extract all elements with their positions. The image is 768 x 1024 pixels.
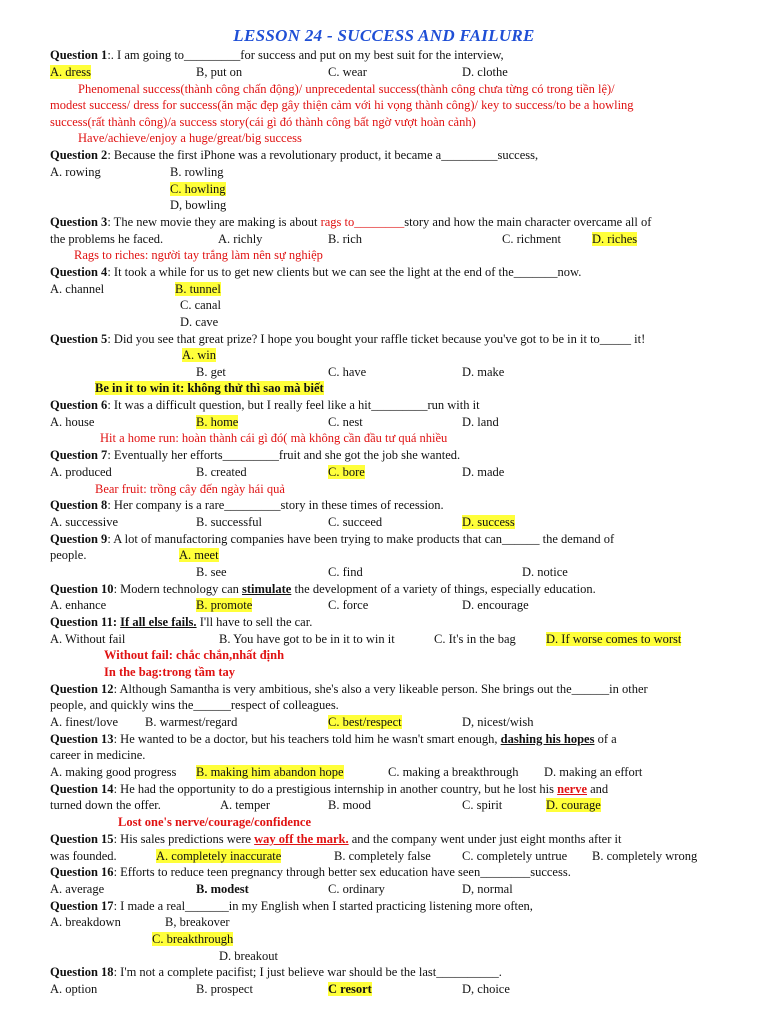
option-d: D, bowling: [170, 198, 227, 212]
option-d: D. cave: [180, 315, 219, 329]
question-1: Question 1:. I am going to_________for success and put on my best suit for the interview,: [50, 48, 504, 62]
option-d: D. land: [462, 415, 499, 429]
option-d: D. making an effort: [544, 765, 643, 779]
option-b: B. see: [196, 565, 227, 579]
question-3: Question 3: The new movie they are making is about rags to________story and how the main character overcame all of: [50, 215, 652, 229]
answer-b: B. tunnel: [175, 282, 221, 296]
lesson-title: LESSON 24 - SUCCESS AND FAILURE: [233, 26, 535, 45]
answer-a: A. win: [182, 348, 217, 362]
option-a: A. successive: [50, 515, 119, 529]
question-2: Question 2: Because the first iPhone was a revolutionary product, it became a_________success,: [50, 148, 539, 162]
option-c: C. succeed: [328, 515, 383, 529]
note-line: Without fail: chắc chắn,nhất định: [104, 648, 285, 662]
question-15-cont: was founded.: [50, 849, 117, 863]
question-10: Question 10: Modern technology can stimulate the development of a variety of things, especially education.: [50, 582, 596, 596]
answer-a: A. meet: [179, 548, 219, 562]
option-a: A. rowing: [50, 165, 101, 179]
answer-b: B. modest: [196, 882, 249, 896]
option-b: B. warmest/regard: [145, 715, 238, 729]
question-13-cont: career in medicine.: [50, 748, 146, 762]
question-4: Question 4: It took a while for us to get new clients but we can see the light at the end of the_______now.: [50, 265, 582, 279]
note-line: Bear fruit: trồng cây đến ngày hái quả: [95, 482, 285, 496]
option-c: C. ordinary: [328, 882, 385, 896]
answer-d: D. riches: [592, 232, 638, 246]
option-a: A. making good progress: [50, 765, 177, 779]
note-line: modest success/ dress for success(ăn mặc đẹp gây thiện cảm với hi vọng thành công)/ key to success/to be a howling: [50, 98, 634, 112]
answer-b: B. making him abandon hope: [196, 765, 344, 779]
option-d: D. clothe: [462, 65, 508, 79]
question-3-cont: the problems he faced.: [50, 232, 164, 246]
note-line: In the bag:trong tầm tay: [104, 665, 236, 679]
answer-c: C. howling: [170, 182, 226, 196]
option-a: A. house: [50, 415, 95, 429]
option-a: A. finest/love: [50, 715, 119, 729]
question-5: Question 5: Did you see that great prize? I hope you bought your raffle ticket because you've got to be in it to_____ it!: [50, 332, 646, 346]
option-c: C. have: [328, 365, 367, 379]
question-13: Question 13: He wanted to be a doctor, but his teachers told him he wasn't smart enough, dashing his hopes of a: [50, 732, 617, 746]
option-c: C. nest: [328, 415, 363, 429]
answer-c: C. breakthrough: [152, 932, 234, 946]
answer-d: D. If worse comes to worst: [546, 632, 682, 646]
option-a: A. channel: [50, 282, 105, 296]
question-15: Question 15: His sales predictions were way off the mark. and the company went under just eight months after it: [50, 832, 622, 846]
answer-b: B. home: [196, 415, 239, 429]
option-c: C. find: [328, 565, 363, 579]
question-14-cont: turned down the offer.: [50, 798, 161, 812]
note-line: Hit a home run: hoàn thành cái gì đó( mà không cần đầu tư quá nhiều: [100, 431, 448, 445]
option-d: D. made: [462, 465, 505, 479]
answer-d: D. courage: [546, 798, 601, 812]
question-17: Question 17: I made a real_______in my English when I started practicing listening more often,: [50, 899, 533, 913]
option-a: A. option: [50, 982, 98, 996]
option-a: A. produced: [50, 465, 112, 479]
option-b: B. completely false: [334, 849, 431, 863]
option-c: C. wear: [328, 65, 367, 79]
question-7: Question 7: Eventually her efforts_________fruit and she got the job she wanted.: [50, 448, 461, 462]
option-d: B. completely wrong: [592, 849, 698, 863]
answer-d: D. success: [462, 515, 515, 529]
option-a: A. temper: [220, 798, 270, 812]
option-c: C. canal: [180, 298, 221, 312]
note-line: Lost one's nerve/courage/confidence: [118, 815, 312, 829]
option-a: A. enhance: [50, 598, 107, 612]
option-b: B. You have got to be in it to win it: [219, 632, 395, 646]
question-9-cont: people.: [50, 548, 87, 562]
option-c: C. It's in the bag: [434, 632, 516, 646]
question-16: Question 16: Efforts to reduce teen pregnancy through better sex education have seen________success.: [50, 865, 571, 879]
answer-c: C resort: [328, 982, 372, 996]
option-d: D, normal: [462, 882, 513, 896]
option-b: B. rowling: [170, 165, 224, 179]
note-line: Have/achieve/enjoy a huge/great/big success: [78, 131, 302, 145]
note-line: Phenomenal success(thành công chấn động)/ unprecedental success(thành công chưa từng có trong tiền lệ)/: [78, 82, 615, 96]
note-line: success(rất thành công)/a success story(cái gì đó thành công bất ngờ vượt hoàn cảnh): [50, 115, 476, 129]
option-a: A. breakdown: [50, 915, 121, 929]
question-12: Question 12: Although Samantha is very ambitious, she's also a very likeable person. She brings out the______in other: [50, 682, 648, 696]
option-b: B. get: [196, 365, 226, 379]
option-d: D. encourage: [462, 598, 529, 612]
option-d: D. breakout: [219, 949, 279, 963]
answer-c: C. best/respect: [328, 715, 402, 729]
option-c: C. completely untrue: [462, 849, 568, 863]
option-d: D. notice: [522, 565, 568, 579]
option-c: C. making a breakthrough: [388, 765, 519, 779]
answer-c: C. bore: [328, 465, 365, 479]
option-b: B. prospect: [196, 982, 253, 996]
option-a: A. richly: [218, 232, 263, 246]
answer-a: A. dress: [50, 65, 91, 79]
option-b: B. created: [196, 465, 247, 479]
option-c: C. spirit: [462, 798, 503, 812]
option-a: A. average: [50, 882, 105, 896]
note-line: Be in it to win it: không thử thì sao mà biết: [95, 381, 324, 395]
answer-b: B. promote: [196, 598, 253, 612]
option-b: B. successful: [196, 515, 262, 529]
answer-a: A. completely inaccurate: [156, 849, 282, 863]
question-11: Question 11: If all else fails. I'll have to sell the car.: [50, 615, 313, 629]
question-8: Question 8: Her company is a rare_________story in these times of recession.: [50, 498, 444, 512]
note-line: Rags to riches: người tay trắng làm nên sự nghiệp: [74, 248, 323, 262]
question-12-cont: people, and quickly wins the______respect of colleagues.: [50, 698, 339, 712]
question-14: Question 14: He had the opportunity to do a prestigious internship in another country, but he lost his nerve and: [50, 782, 609, 796]
option-c: C. force: [328, 598, 369, 612]
option-b: B, breakover: [165, 915, 230, 929]
question-18: Question 18: I'm not a complete pacifist; I just believe war should be the last__________.: [50, 965, 502, 979]
question-6: Question 6: It was a difficult question, but I really feel like a hit_________run with it: [50, 398, 480, 412]
option-a: A. Without fail: [50, 632, 126, 646]
option-d: D, nicest/wish: [462, 715, 534, 729]
option-b: B, put on: [196, 65, 243, 79]
question-label: Question 1: [50, 48, 108, 62]
option-b: B. mood: [328, 798, 372, 812]
option-d: D, choice: [462, 982, 510, 996]
option-d: D. make: [462, 365, 505, 379]
option-b: B. rich: [328, 232, 363, 246]
question-9: Question 9: A lot of manufactoring companies have been trying to make products that can______ the demand of: [50, 532, 615, 546]
option-c: C. richment: [502, 232, 562, 246]
